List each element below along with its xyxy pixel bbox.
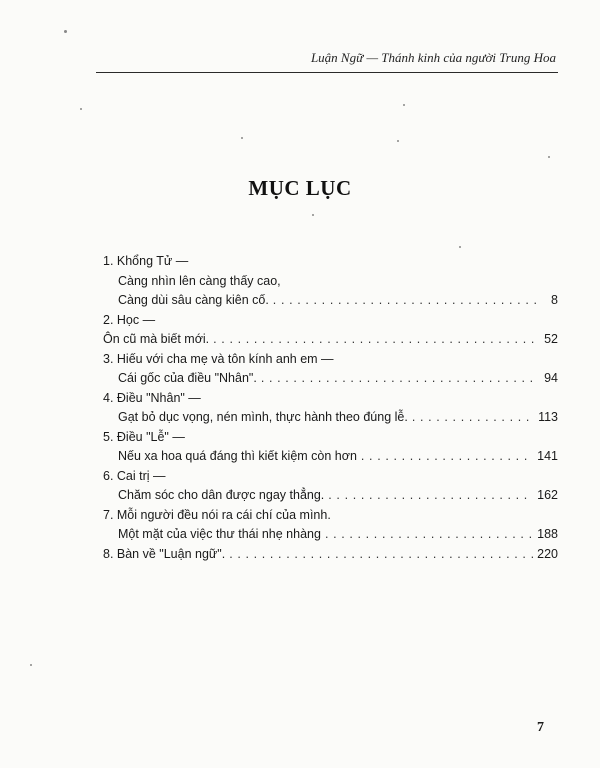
toc-entry-subline [103,408,558,428]
dot-leader [273,291,536,311]
toc-entry-heading [103,252,558,272]
toc-entry-label: Càng dùi sâu càng kiên cố. [118,293,269,307]
toc-entry-label: 4. Điều "Nhân" — [103,390,201,405]
toc-entry-label: 7. Mỗi người đều nói ra cái chí của mình. [103,507,331,522]
toc-title: MỤC LỤC [248,176,352,200]
toc-entry-subline [103,272,558,292]
toc-entry-label: 8. Bàn về "Luận ngữ". [103,546,226,561]
toc-entry-label: 5. Điều "Lễ" — [103,429,185,444]
toc-page-number: 113 [538,410,558,424]
scan-speck [397,140,399,142]
scan-speck [548,156,550,158]
toc-entry-label: Nếu xa hoa quá đáng thì kiết kiệm còn hơn [118,449,357,463]
toc-entry-label: Ôn cũ mà biết mới. [103,332,210,346]
toc-page-number: 141 [537,449,558,463]
toc-entry-subline [103,486,558,506]
scan-speck [312,214,314,216]
toc-entry-subline [103,525,558,545]
scan-speck [80,108,82,110]
scan-speck [30,664,32,666]
scan-speck [64,30,67,33]
toc-entry-label: Càng nhìn lên càng thấy cao, [118,273,281,288]
toc-entry-label: Chăm sóc cho dân được ngay thẳng. [118,488,325,502]
toc-entry-heading [103,467,558,487]
toc-page-number: 188 [537,527,558,541]
toc-entry-subline [103,291,558,311]
toc-entry-subline [103,369,558,389]
dot-leader [412,408,534,428]
toc-entry-label: 1. Khổng Tử — [103,254,189,268]
table-of-contents [103,252,558,564]
toc-page-number: 162 [537,488,558,502]
dot-leader [229,545,533,565]
toc-page-number: 52 [544,332,558,346]
toc-entry-heading [103,506,558,526]
scan-speck [459,246,461,248]
scan-speck [241,137,243,139]
toc-entry-subline [103,447,558,467]
toc-entry-heading [103,545,558,565]
toc-entry-subline [103,330,558,350]
scan-speck [403,104,405,106]
page-number: 7 [537,720,544,735]
dot-leader [325,525,533,545]
toc-entry-label: 3. Hiếu với cha mẹ và tôn kính anh em — [103,351,334,366]
toc-entry-heading [103,350,558,370]
toc-entry-label: 2. Học — [103,312,156,327]
toc-entry-heading [103,389,558,409]
dot-leader [361,447,533,467]
toc-page-number: 94 [544,371,558,385]
header-rule [96,72,558,73]
toc-entry-label: Một mặt của việc thư thái nhẹ nhàng [118,527,321,541]
toc-page-number: 8 [551,293,558,307]
toc-entry-label: Gạt bỏ dục vọng, nén mình, thực hành theo đúng lễ. [118,410,408,424]
toc-entry-label: Cái gốc của điều "Nhân". [118,371,257,385]
dot-leader [213,330,536,350]
toc-entry-heading [103,428,558,448]
toc-entry-heading [103,311,558,331]
toc-page-number: 220 [537,546,558,561]
running-header-title: Luận Ngữ — Thánh kinh của người Trung Hoa [310,50,556,65]
toc-entry-label: 6. Cai trị — [103,468,166,483]
dot-leader [328,486,533,506]
dot-leader [261,369,536,389]
